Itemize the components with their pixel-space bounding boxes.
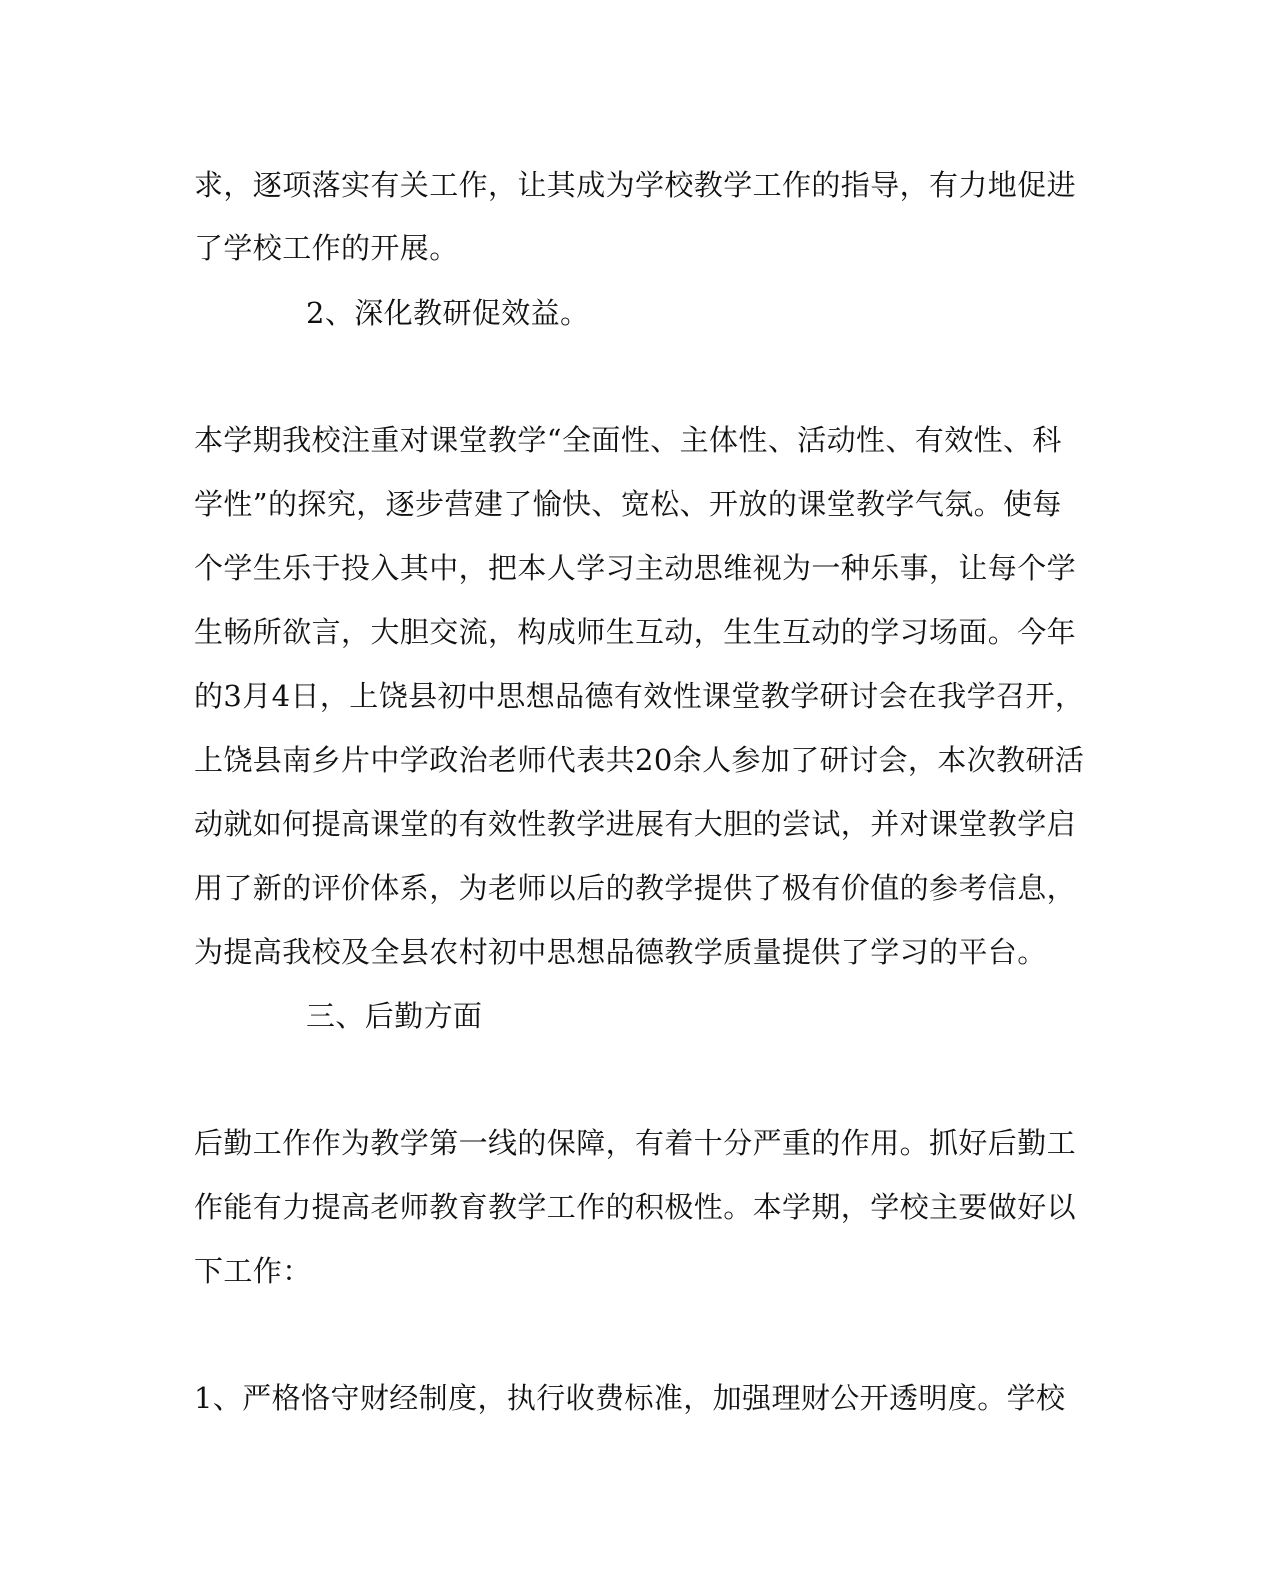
paragraph-2-line-8: 用了新的评价体系，为老师以后的教学提供了极有价值的参考信息， [194,871,1077,905]
paragraph-1-line-2: 了学校工作的开展。 [194,231,459,265]
section-heading-2: 2、深化教研促效益。 [306,296,590,330]
paragraph-2-line-4: 生畅所欲言，大胆交流，构成师生互动，生生互动的学习场面。今年 [194,615,1077,649]
paragraph-2-line-9: 为提高我校及全县农村初中思想品德教学质量提供了学习的平台。 [194,935,1047,969]
paragraph-2-line-5: 的3月4日，上饶县初中思想品德有效性课堂教学研讨会在我学召开， [194,679,1085,713]
paragraph-1-line-1: 求，逐项落实有关工作，让其成为学校教学工作的指导，有力地促进 [194,168,1077,202]
paragraph-2-line-7: 动就如何提高课堂的有效性教学进展有大胆的尝试，并对课堂教学启 [194,807,1077,841]
paragraph-3-line-1: 后勤工作作为教学第一线的保障，有着十分严重的作用。抓好后勤工 [194,1126,1077,1160]
paragraph-3-line-2: 作能有力提高老师教育教学工作的积极性。本学期，学校主要做好以 [194,1190,1077,1224]
paragraph-3-line-3: 下工作： [194,1254,312,1288]
paragraph-2-line-3: 个学生乐于投入其中，把本人学习主动思维视为一种乐事，让每个学 [194,551,1077,585]
paragraph-4-line-1: 1、严格恪守财经制度，执行收费标准，加强理财公开透明度。学校 [194,1381,1066,1415]
paragraph-2-line-2: 学性”的探究，逐步营建了愉快、宽松、开放的课堂教学气氛。使每 [194,487,1062,521]
section-heading-3: 三、后勤方面 [306,999,483,1033]
paragraph-2-line-6: 上饶县南乡片中学政治老师代表共20余人参加了研讨会，本次教研活 [194,743,1085,777]
paragraph-2-line-1: 本学期我校注重对课堂教学“全面性、主体性、活动性、有效性、科 [194,423,1062,457]
